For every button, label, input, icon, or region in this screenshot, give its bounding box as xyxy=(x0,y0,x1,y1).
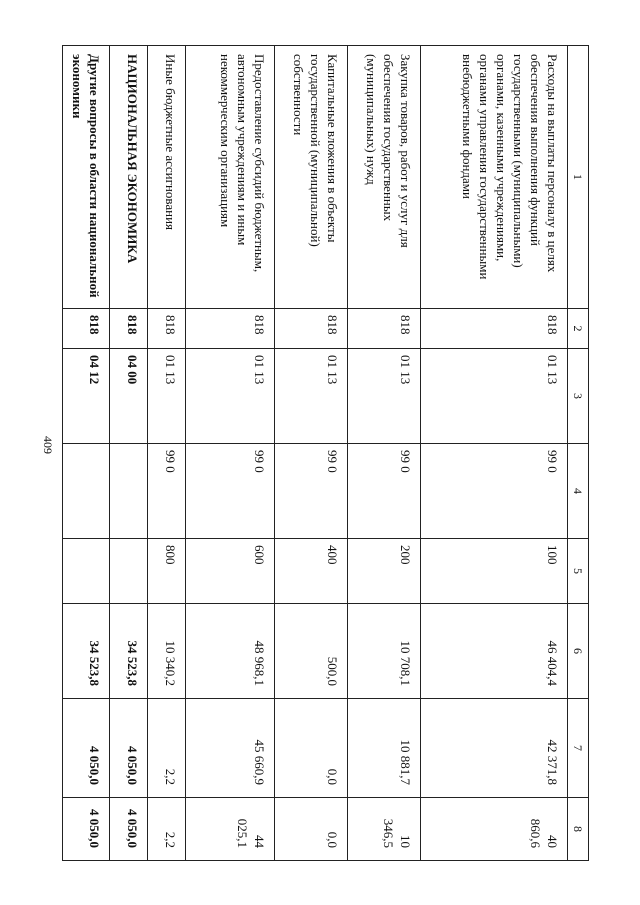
table-cell xyxy=(110,539,148,604)
column-header: 7 xyxy=(568,699,589,798)
table-cell xyxy=(348,309,421,349)
table-cell xyxy=(63,349,110,444)
ministry-code: 818 xyxy=(125,315,140,335)
value-col6: 500,0 xyxy=(325,656,340,686)
table-cell xyxy=(63,309,110,349)
value-col6: 10 340,2 xyxy=(163,640,178,686)
table-cell xyxy=(275,798,348,861)
column-header: 3 xyxy=(568,349,589,444)
value-col7: 42 371,8 xyxy=(545,739,560,785)
table-cell xyxy=(275,46,348,309)
section-code: 01 13 xyxy=(163,355,178,385)
value-col6: 46 404,4 xyxy=(545,640,560,686)
table-cell xyxy=(63,798,110,861)
table-cell xyxy=(421,46,568,309)
table-cell xyxy=(148,349,186,444)
table-cell xyxy=(148,699,186,798)
budget-table xyxy=(62,45,589,861)
table-cell xyxy=(275,309,348,349)
table-row xyxy=(421,46,568,861)
table-cell xyxy=(348,604,421,699)
header-row xyxy=(568,46,589,861)
ministry-code: 818 xyxy=(325,315,340,335)
row-name: Закупка товаров, работ и услуг для обеспечения государственных (муниципальных) нужд xyxy=(364,54,413,248)
table-cell xyxy=(275,539,348,604)
section-code: 01 13 xyxy=(545,355,560,385)
section-code: 04 00 xyxy=(125,355,140,385)
table-cell xyxy=(421,604,568,699)
table-cell xyxy=(348,699,421,798)
value-col6: 10 708,1 xyxy=(398,640,413,686)
table-cell xyxy=(348,444,421,539)
value-col8: 44 025,1 xyxy=(235,818,267,848)
ministry-code: 818 xyxy=(398,315,413,335)
column-header: 2 xyxy=(568,309,589,349)
table-cell xyxy=(63,46,110,309)
table-cell xyxy=(110,798,148,861)
value-col7: 45 660,9 xyxy=(252,739,267,785)
table-cell xyxy=(110,604,148,699)
expense-type xyxy=(97,539,109,603)
table-row xyxy=(63,46,110,861)
section-code: 01 13 xyxy=(398,355,413,385)
value-col8: 40 860,6 xyxy=(528,818,560,848)
table-cell xyxy=(421,798,568,861)
row-name: Иные бюджетные ассигнования xyxy=(163,54,178,231)
value-col8: 4 050,0 xyxy=(125,809,140,848)
table-cell xyxy=(148,798,186,861)
expense-type: 800 xyxy=(163,545,178,565)
row-name: Предоставление субсидий бюджетным, автономным учреждениям и иным некоммерческим организациям xyxy=(218,54,267,273)
ministry-code: 818 xyxy=(545,315,560,335)
expense-type: 100 xyxy=(545,545,560,565)
row-name: НАЦИОНАЛЬНАЯ ЭКОНОМИКА xyxy=(125,54,140,264)
table-cell xyxy=(148,46,186,309)
table-row xyxy=(275,46,348,861)
table-cell xyxy=(186,309,275,349)
table-cell xyxy=(275,349,348,444)
table-cell xyxy=(186,699,275,798)
table-cell xyxy=(421,309,568,349)
table-cell xyxy=(186,46,275,309)
table-cell xyxy=(421,444,568,539)
target-code: 99 0 xyxy=(163,450,178,473)
expense-type: 600 xyxy=(252,545,267,565)
table-cell xyxy=(348,46,421,309)
table-cell xyxy=(110,699,148,798)
column-header: 8 xyxy=(568,798,589,861)
row-name: Капитальные вложения в объекты государственной (муниципальной) собственности xyxy=(291,54,340,247)
table-cell xyxy=(63,699,110,798)
column-header: 1 xyxy=(568,46,589,309)
target-code: 99 0 xyxy=(398,450,413,473)
value-col8: 2,2 xyxy=(163,831,178,848)
value-col6: 48 968,1 xyxy=(252,640,267,686)
table-cell xyxy=(110,444,148,539)
table-cell xyxy=(148,309,186,349)
table-cell xyxy=(421,349,568,444)
table-cell xyxy=(348,798,421,861)
ministry-code: 818 xyxy=(87,315,102,335)
value-col7: 0,0 xyxy=(325,768,340,785)
budget-table-frame xyxy=(64,45,589,860)
target-code: 99 0 xyxy=(545,450,560,473)
table-cell xyxy=(148,444,186,539)
column-header: 6 xyxy=(568,604,589,699)
value-col7: 4 050,0 xyxy=(125,746,140,785)
value-col6: 34 523,8 xyxy=(125,640,140,686)
value-col7: 4 050,0 xyxy=(87,746,102,785)
value-col7: 10 881,7 xyxy=(398,739,413,785)
table-cell xyxy=(186,798,275,861)
target-code: 99 0 xyxy=(252,450,267,473)
column-header: 5 xyxy=(568,539,589,604)
table-cell xyxy=(186,604,275,699)
value-col8: 10 346,5 xyxy=(381,818,413,848)
table-cell xyxy=(186,539,275,604)
expense-type: 200 xyxy=(398,545,413,565)
table-cell xyxy=(186,444,275,539)
value-col8: 4 050,0 xyxy=(87,809,102,848)
column-header: 4 xyxy=(568,444,589,539)
table-cell xyxy=(63,604,110,699)
expense-type xyxy=(135,539,147,603)
table-cell xyxy=(348,539,421,604)
row-name: Другие вопросы в области национальной экономики xyxy=(70,54,102,298)
table-row xyxy=(110,46,148,861)
section-code: 01 13 xyxy=(325,355,340,385)
expense-type: 400 xyxy=(325,545,340,565)
row-name: Расходы на выплаты персоналу в целях обеспечения выполнения функций государственными (муниципальными) органами, казенными учреждениями, органами управления государственными внебюджетными фондами xyxy=(460,54,560,280)
table-cell xyxy=(110,46,148,309)
page-number: 409 xyxy=(41,436,55,454)
table-cell xyxy=(63,444,110,539)
table-cell xyxy=(148,604,186,699)
table-cell xyxy=(186,349,275,444)
table-cell xyxy=(110,309,148,349)
table-cell xyxy=(63,539,110,604)
table-cell xyxy=(275,604,348,699)
table-cell xyxy=(348,349,421,444)
value-col7: 2,2 xyxy=(163,768,178,785)
target-code: 99 0 xyxy=(325,450,340,473)
value-col6: 34 523,8 xyxy=(87,640,102,686)
table-row xyxy=(148,46,186,861)
table-cell xyxy=(275,699,348,798)
table-row xyxy=(348,46,421,861)
section-code: 04 12 xyxy=(87,355,102,385)
ministry-code: 818 xyxy=(252,315,267,335)
table-cell xyxy=(110,349,148,444)
table-cell xyxy=(421,699,568,798)
value-col8: 0,0 xyxy=(325,831,340,848)
section-code: 01 13 xyxy=(252,355,267,385)
table-cell xyxy=(148,539,186,604)
target-code xyxy=(135,444,147,538)
target-code xyxy=(97,444,109,538)
table-cell xyxy=(421,539,568,604)
table-cell xyxy=(275,444,348,539)
ministry-code: 818 xyxy=(163,315,178,335)
table-row xyxy=(186,46,275,861)
